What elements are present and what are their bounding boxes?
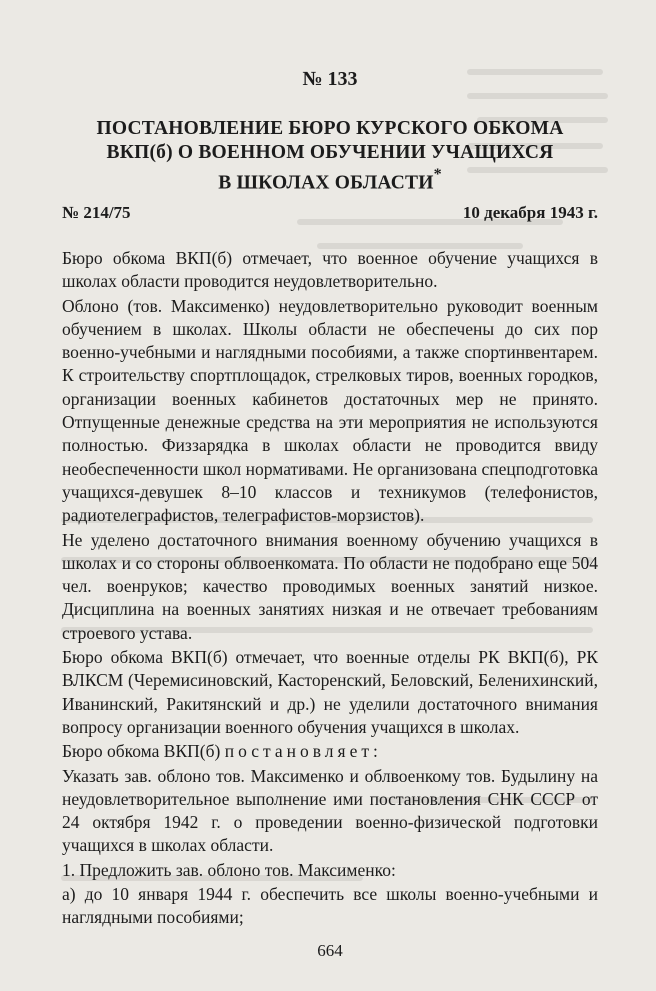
reference-number: № 214/75 xyxy=(62,203,131,222)
title-line-3-text: В ШКОЛАХ ОБЛАСТИ xyxy=(218,172,434,194)
page-number: 664 xyxy=(317,941,343,960)
paragraph: Бюро обкома ВКП(б) отмечает, что военное обучение учащихся в школах области проводится неудовлетворительно. xyxy=(62,248,598,292)
document-number: № 133 xyxy=(302,68,358,90)
paragraph: Не уделено достаточного внимания военному обучению учащихся в школах и со стороны облвоенкомата. По области не подобрано еще 504 чел. военруков; качество проводимых военных занятий низкое. Дисциплина на военных занятиях низкая и не отвечает требованиям строевого устава. xyxy=(62,529,598,643)
document-date: 10 декабря 1943 г. xyxy=(462,203,598,222)
resolution-prefix: Бюро обкома ВКП(б) xyxy=(62,741,225,762)
document-title xyxy=(62,117,598,196)
title-line-2: ВКП(б) О ВОЕННОМ ОБУЧЕНИИ УЧАЩИХСЯ xyxy=(106,142,554,163)
title-line-3 xyxy=(62,165,598,196)
footnote-mark: * xyxy=(433,166,442,183)
paragraph: Облоно (тов. Максименко) неудовлетворительно руководит военным обучением в школах. Школы области не обеспечены до сих пор военно-учебными и наглядными пособиями, а также спортинвентарем. К строительству спортплощадок, стрелковых тиров, военных городков, организации военных кабинетов достаточных мер не принято. Отпущенные денежные средства на эти мероприятия не используются полностью. Физзарядка в школах области не проводится ввиду необеспеченности школ нормативами. Не организована спецподготовка учащихся-девушек 8–10 классов и техникумов (телефонистов, радиотелеграфистов, телеграфистов-морзистов). xyxy=(62,295,598,526)
title-line-1: ПОСТАНОВЛЕНИЕ БЮРО КУРСКОГО ОБКОМА xyxy=(96,118,564,139)
resolution-line xyxy=(62,740,598,763)
resolution-word: постановляет: xyxy=(224,741,382,762)
paragraph: 1. Предложить зав. облоно тов. Максименко: xyxy=(62,859,396,880)
document-body xyxy=(62,247,598,931)
paragraph: а) до 10 января 1944 г. обеспечить все школы военно-учебными и наглядными пособиями; xyxy=(62,884,598,928)
paragraph: Бюро обкома ВКП(б) отмечает, что военные отделы РК ВКП(б), РК ВЛКСМ (Черемисиновский, Касторенский, Беловский, Беленихинский, Иванинский, Ракитянский и др.) не уделили достаточного внимания вопросу организации военного обучения учащихся в школах. xyxy=(62,647,598,737)
paragraph: Указать зав. облоно тов. Максименко и облвоенкому тов. Будылину на неудовлетворительное выполнение ими постановления СНК СССР от 24 октября 1942 г. о проведении военно-физической подготовки учащихся в школах области. xyxy=(62,765,598,856)
